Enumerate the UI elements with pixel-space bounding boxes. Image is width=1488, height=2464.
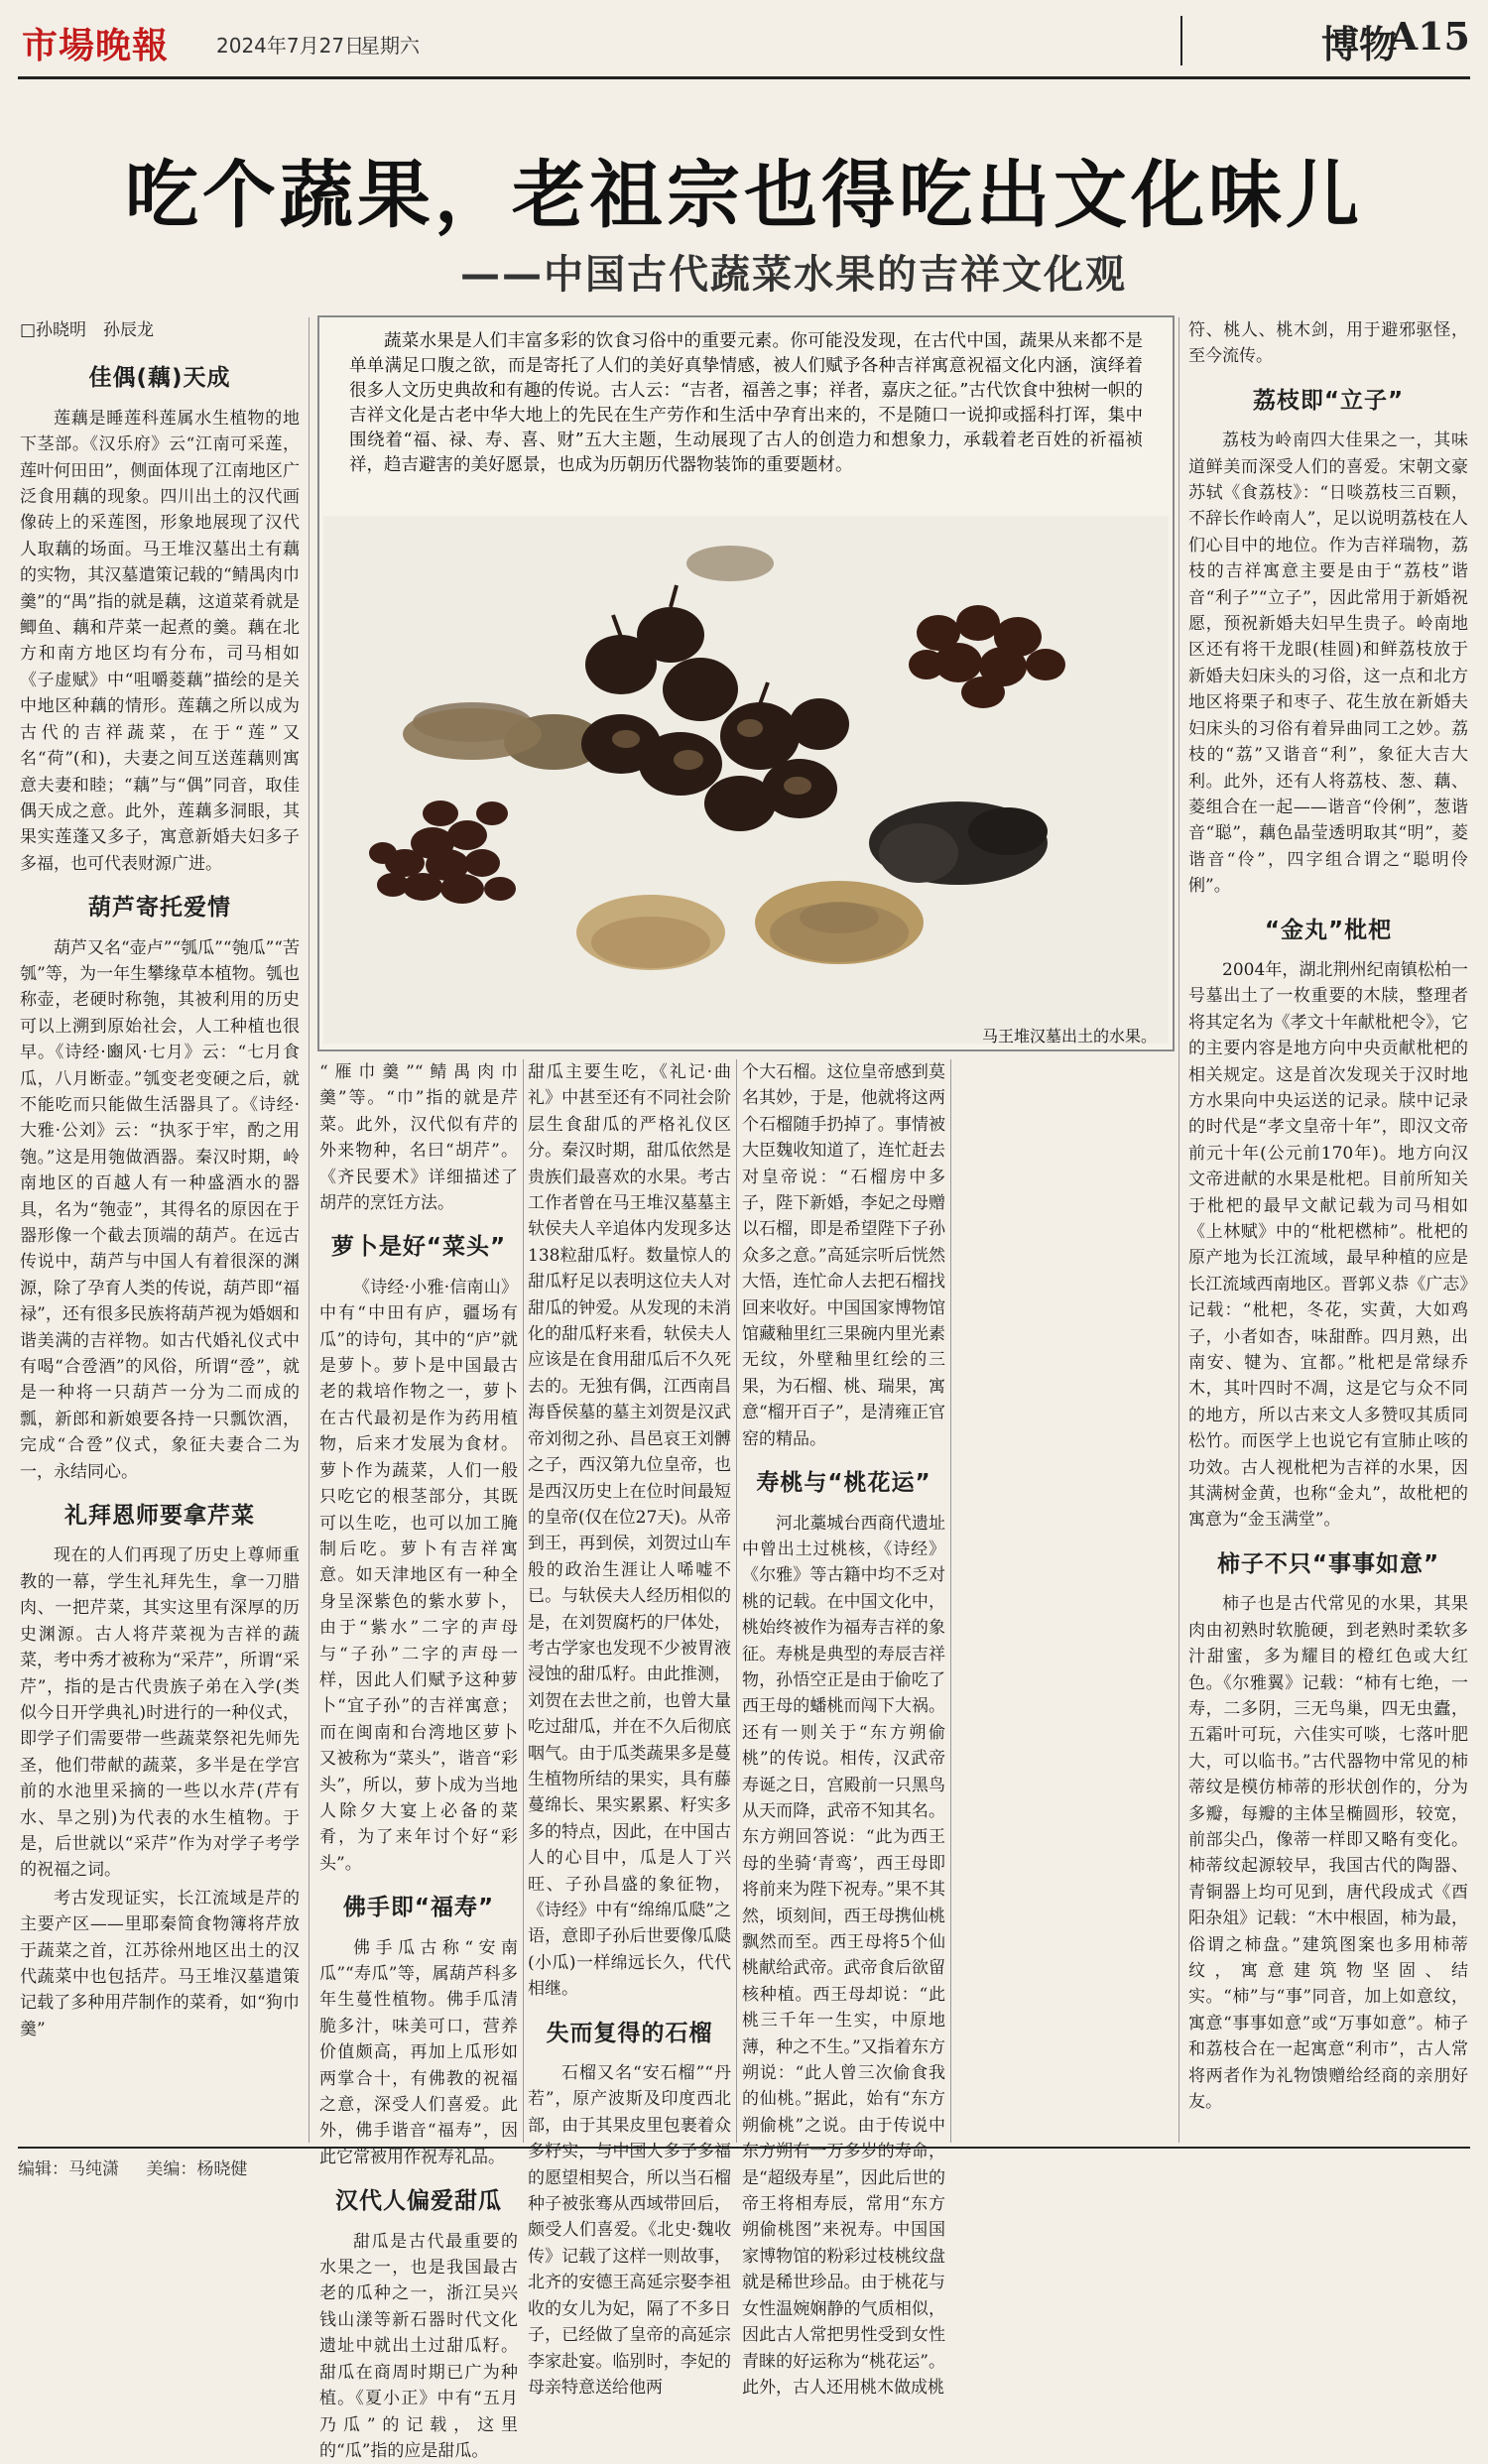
- section-text-lotus: 莲藕是睡莲科莲属水生植物的地下茎部。《汉乐府》云“江南可采莲，莲叶何田田”，侧面体现了江南地区广泛食用藕的现象。四川出土的汉代画像砖上的采莲图，形象地展现了汉代人取藕的场面。马王堆汉墓出土有藕的实物，其汉墓遣策记载的“鲭禺肉巾羹”的“禺”指的就是藕，这道菜肴就是鲫鱼、藕和芹菜一起煮的羹。藕在北方和南方地区均有分布，司马相如《子虚赋》中“咀嚼菱藕”描绘的是关中地区种藕的情形。莲藕之所以成为古代的吉祥蔬菜，在于“莲”又名“荷”(和)，夫妻之间互送莲藕则寓意夫妻和睦；“藕”与“偶”同音，取佳偶天成之意。此外，莲藕多洞眼，其果实莲蓬又多子，寓意新婚夫妇多子多福，也可代表财源广进。: [20, 408, 300, 874]
- section-title-melon: 汉代人偏爱甜瓜: [335, 2188, 502, 2215]
- issue-weekday: 星期六: [360, 34, 420, 58]
- editor-credit: 编辑：马纯潇: [18, 2159, 119, 2179]
- section-text-melon: 甜瓜是古代最重要的水果之一，也是我国最古老的瓜种之一，浙江吴兴钱山漾等新石器时代文化遗址中就出土过甜瓜籽。甜瓜在商周时期已广为种植。《夏小正》中有“五月乃瓜”的记载，这里的“瓜”指的应是甜瓜。: [319, 2231, 518, 2461]
- column-divider: [950, 1059, 951, 2143]
- column-divider: [736, 1059, 737, 2143]
- celery-continued-text: “雁巾羹”“鲭禺肉巾羹”等。“巾”指的就是芹菜。此外，汉代似有芹的外来物种，名曰“胡芹”。《齐民要术》详细描述了胡芹的烹饪方法。: [319, 1062, 518, 1214]
- column-divider: [309, 317, 310, 2143]
- section-text-celery-2: 考古发现证实，长江流域是芹的主要产区——里耶秦简食物簿将芹放于蔬菜之首，江苏徐州地区出土的汉代蔬菜中也包括芹。马王堆汉墓遣策记载了多种用芹制作的菜肴，如“狗巾羹”: [20, 1888, 300, 2039]
- section-text-lychee: 荔枝为岭南四大佳果之一，其味道鲜美而深受人们的喜爱。宋朝文豪苏轼《食荔枝》：“日啖荔枝三百颗，不辞长作岭南人”，足以说明荔枝在人们心目中的地位。作为吉祥瑞物，荔枝的吉祥寓意主要是由于“荔枝”谐音“利子”“立子”，因此常用于新婚祝愿，预祝新婚夫妇早生贵子。岭南地区还有将干龙眼(桂圆)和鲜荔枝放于新婚夫妇床头的习俗，这一点和北方地区将栗子和枣子、花生放在新婚夫妇床头的习俗有着异曲同工之妙。荔枝的“荔”又谐音“利”，象征大吉大利。此外，还有人将荔枝、葱、藕、菱组合在一起——谐音“伶俐”，葱谐音“聪”，藕色晶莹透明取其“明”，菱谐音“伶”，四字组合谓之“聪明伶俐”。: [1188, 431, 1468, 897]
- pomegranate-continued-text: 个大石榴。这位皇帝感到莫名其妙，于是，他就将这两个石榴随手扔掉了。事情被大臣魏收知道了，连忙赶去对皇帝说：“石榴房中多子，陛下新婚，李妃之母赠以石榴，即是希望陛下子孙众多之意。”高延宗听后恍然大悟，连忙命人去把石榴找回来收好。中国国家博物馆馆藏釉里红三果碗内里光素无纹，外壁釉里红绘的三果，为石榴、桃、瑞果，寓意“榴开百子”，是清雍正官窑的精品。: [742, 1062, 945, 1449]
- article-subheadline: ——中国古代蔬菜水果的吉祥文化观: [460, 252, 1127, 298]
- excavated-fruits-photo: [323, 516, 1169, 1044]
- masthead: [18, 10, 1470, 79]
- column-2: [319, 1059, 518, 2461]
- section-title-citron: 佛手即“福寿”: [342, 1895, 495, 1921]
- page-number: A15: [1388, 14, 1470, 59]
- peach-continued-text: 符、桃人、桃木剑，用于避邪驱怪，至今流传。: [1188, 320, 1468, 367]
- issue-date: 2024年7月27日: [216, 34, 365, 58]
- photo-caption: 马王堆汉墓出土的水果。: [981, 1027, 1157, 1046]
- column-4: [742, 1059, 945, 2398]
- section-name: 博物: [1320, 22, 1397, 66]
- byline: □孙晓明 孙辰龙: [20, 320, 155, 340]
- section-text-pomegranate: 石榴又名“安石榴”“丹若”，原产波斯及印度西北部，由于其果皮里包裹着众多籽实，与中国人多子多福的愿望相契合，所以当石榴种子被张骞从西域带回后，颇受人们喜爱。《北史·魏收传》记载了这样一则故事，北齐的安德王高延宗娶李祖收的女儿为妃，隔了不多日子，已经做了皇帝的高延宗李家赴宴。临别时，李妃的母亲特意送给他两: [528, 2063, 731, 2398]
- section-title-lychee: 荔枝即“立子”: [1252, 387, 1405, 414]
- column-1: [20, 317, 300, 2143]
- section-title-persimmon: 柿子不只“事事如意”: [1216, 1550, 1440, 1577]
- intro-text: 蔬菜水果是人们丰富多彩的饮食习俗中的重要元素。你可能没发现，在古代中国，蔬果从来都不是单单满足口腹之欲，而是寄托了人们的美好真挚情感，被人们赋予各种吉祥寓意祝福文化内涵，演绎着很多人文历史典故和有趣的传说。古人云：“吉者，福善之事；祥者，嘉庆之征。”古代饮食中独树一帜的吉祥文化是古老中华大地上的先民在生产劳作和生活中孕育出来的，不是随口一说抑或摇科打诨，集中围绕着“福、禄、寿、喜、财”五大主题，生动展现了古人的创造力和想象力，承载着老百姓的祈福祯祥，趋吉避害的美好愿景，也成为历朝历代器物装饰的重要题材。: [349, 331, 1143, 475]
- section-text-persimmon: 柿子也是古代常见的水果，其果肉由初熟时软脆硬，到老熟时柔软多汁甜蜜，多为耀目的橙红色或大红色。《尔雅翼》记载：“柿有七绝，一寿，二多阴，三无鸟巢，四无虫蠹，五霜叶可玩，六佳实可啖，七落叶肥大，可以临书。”古代器物中常见的柿蒂纹是模仿柿蒂的形状创作的，分为多瓣，每瓣的主体呈椭圆形，较宽，前部尖凸，像蒂一样即又略有变化。柿蒂纹起源较早，我国古代的陶器、青铜器上均可见到，唐代段成式《酉阳杂俎》记载：“木中根固，柿为最，俗谓之柿盘。”建筑图案也多用柿蒂纹，寓意建筑物坚固、结实。“柿”与“事”同音，加上如意纹，寓意“事事如意”或“万事如意”。柿子和荔枝合在一起寓意“利市”，古人常将两者作为礼物馈赠给经商的亲朋好友。: [1188, 1594, 1468, 2112]
- section-title-pomegranate: 失而复得的石榴: [546, 2020, 713, 2046]
- page-footer: [18, 2147, 1470, 2179]
- section-title-radish: 萝卜是好“菜头”: [330, 1234, 507, 1261]
- intro-feature-box: [317, 315, 1175, 1051]
- section-text-citron: 佛手瓜古称“安南瓜”“寿瓜”等，属葫芦科多年生蔓性植物。佛手瓜清脆多汁，味美可口，营养价值颇高，再加上瓜形如两掌合十，有佛教的祝福之意，深受人们喜爱。此外，佛手谐音“福寿”，因此它常被用作祝寿礼品。: [319, 1937, 518, 2167]
- column-3: [528, 1059, 731, 2398]
- column-divider: [523, 1059, 524, 2143]
- section-text-loquat: 2004年，湖北荆州纪南镇松柏一号墓出土了一枚重要的木牍，整理者将其定名为《孝文十年献枇杷令》，它的主要内容是地方向中央贡献枇杷的相关规定。这是首次发现关于汉时地方水果向中央运送的记录。牍中记录的时代是“孝文皇帝十年”，即汉文帝前元十年(公元前170年)。地方向汉文帝进献的水果是枇杷。目前所知关于枇杷的最早文献记载为司马相如《上林赋》中的“枇杷橪柿”。枇杷的原产地为长江流域，最早种植的应是长江流域西南地区。晋郭义恭《广志》记载：“枇杷，冬花，实黄，大如鸡子，小者如杏，味甜酢。四月熟，出南安、犍为、宜都。”枇杷是常绿乔木，其叶四时不凋，这是它与众不同的地方，所以古来文人多赞叹其质同松竹。而医学上也说它有宣肺止咳的功效。古人视枇杷为吉祥的水果，因其满树金黄，也称“金丸”，故枇杷的寓意为“金玉满堂”。: [1188, 959, 1468, 1531]
- column-divider: [1178, 317, 1179, 2143]
- melon-continued-text: 甜瓜主要生吃，《礼记·曲礼》中甚至还有不同社会阶层生食甜瓜的严格礼仪区分。秦汉时期，甜瓜依然是贵族们最喜欢的水果。考古工作者曾在马王堆汉墓墓主轪侯夫人辛追体内发现多达138粒甜瓜籽。数量惊人的甜瓜籽足以表明这位夫人对甜瓜的钟爱。从发现的未消化的甜瓜籽来看，轪侯夫人应该是在食用甜瓜后不久死去的。无独有偶，江西南昌海昏侯墓的墓主刘贺是汉武帝刘彻之孙、昌邑哀王刘髆之子，西汉第九位皇帝，也是西汉历史上在位时间最短的皇帝(仅在位27天)。从帝到王，再到侯，刘贺过山车般的政治生涯让人唏嘘不已。与轪侯夫人经历相似的是，在刘贺腐朽的尸体处，考古学家也发现不少被胃液浸蚀的甜瓜籽。由此推测，刘贺在去世之前，也曾大量吃过甜瓜，并在不久后彻底咽气。由于瓜类蔬果多是蔓生植物所结的果实，具有藤蔓绵长、果实累累、籽实多多的特点，因此，在中国古人的心目中，瓜是人丁兴旺、子孙昌盛的象征物，《诗经》中有“绵绵瓜瓞”之语，意即子孙后世要像瓜瓞(小瓜)一样绵远长久，代代相继。: [528, 1062, 731, 2000]
- masthead-divider: [1180, 16, 1182, 65]
- section-title-lotus: 佳偶(藕)天成: [88, 365, 231, 392]
- designer-credit: 美编：杨晓健: [146, 2159, 248, 2179]
- section-text-celery-1: 现在的人们再现了历史上尊师重教的一幕，学生礼拜先生，拿一刀腊肉、一把芹菜，其实这里有深厚的历史渊源。古人将芹菜视为吉祥的蔬菜，考中秀才被称为“采芹”，所谓“采芹”，指的是古代贵族子弟在入学(类似今日开学典礼)时进行的一种仪式，即学子们需要带一些蔬菜祭祀先师先圣，他们带献的蔬菜，多半是在学宫前的水池里采摘的一些以水芹(芹有水、旱之别)为代表的水生植物。于是，后世就以“采芹”作为对学子考学的祝福之词。: [20, 1545, 300, 1881]
- article-headline: 吃个蔬果，老祖宗也得吃出文化味儿: [125, 153, 1363, 238]
- column-6: [1188, 317, 1468, 2143]
- section-text-radish: 《诗经·小雅·信南山》中有“中田有庐，疆场有瓜”的诗句，其中的“庐”就是萝卜。萝卜是中国最古老的栽培作物之一，萝卜在古代最初是作为药用植物，后来才发展为食材。萝卜作为蔬菜，人们一般只吃它的根茎部分，其既可以生吃，也可以加工腌制后吃。萝卜有吉祥寓意。如天津地区有一种全身呈深紫色的紫水萝卜，由于“紫水”二字的声母与“子孙”二字的声母一样，因此人们赋予这种萝卜“宜子孙”的吉祥寓意；而在闽南和台湾地区萝卜又被称为“菜头”，谐音“彩头”，所以，萝卜成为当地人除夕大宴上必备的菜肴，为了来年讨个好“彩头”。: [319, 1277, 518, 1874]
- section-text-gourd: 葫芦又名“壶卢”“瓠瓜”“匏瓜”“苦瓠”等，为一年生攀缘草本植物。瓠也称壶，老硬时称匏，其被利用的历史可以上溯到原始社会，人工种植也很早。《诗经·豳风·七月》云：“七月食瓜，八月断壶。”瓠变老变硬之后，就不能吃而只能做生活器具了。《诗经·大雅·公刘》云：“执豕于牢，酌之用匏。”这是用匏做酒器。秦汉时期，岭南地区的百越人有一种盛酒水的器具，名为“匏壶”，其得名的原因在于器形像一个截去顶端的葫芦。在远古传说中，葫芦与中国人有着很深的渊源，除了孕育人类的传说，葫芦即“福禄”，还有很多民族将葫芦视为婚姻和谐美满的吉祥物。如古代婚礼仪式中有喝“合卺酒”的风俗，所谓“卺”，就是一种将一只葫芦一分为二而成的瓢，新郎和新娘要各持一只瓢饮酒，完成“合卺”仪式，象征夫妻合二为一，永结同心。: [20, 937, 300, 1482]
- section-title-gourd: 葫芦寄托爱情: [88, 895, 231, 922]
- section-title-peach: 寿桃与“桃花运”: [756, 1470, 931, 1497]
- paper-logo: 市場晚報: [22, 25, 170, 66]
- section-title-celery: 礼拜恩师要拿芹菜: [64, 1503, 255, 1530]
- section-text-peach: 河北藁城台西商代遗址中曾出土过桃核，《诗经》《尔雅》等古籍中均不乏对桃的记载。在中国文化中，桃始终被作为福寿吉祥的象征。寿桃是典型的寿辰吉祥物，孙悟空正是由于偷吃了西王母的蟠桃而闯下大祸。还有一则关于“东方朔偷桃”的传说。相传，汉武帝寿诞之日，宫殿前一只黑鸟从天而降，武帝不知其名。东方朔回答说：“此为西王母的坐骑‘青鸾’，西王母即将前来为陛下祝寿。”果不其然，顷刻间，西王母携仙桃飘然而至。西王母将5个仙桃献给武帝。武帝食后欲留核种植。西王母却说：“此桃三千年一生实，中原地薄，种之不生。”又指着东方朔说：“此人曾三次偷食我的仙桃。”据此，始有“东方朔偷桃”之说。由于传说中东方朔有一万多岁的寿命，是“超级寿星”，因此后世的帝王将相寿辰，常用“东方朔偷桃图”来祝寿。中国国家博物馆的粉彩过枝桃纹盘就是稀世珍品。由于桃花与女性温婉娴静的气质相似，因此古人常把男性受到女性青睐的好运称为“桃花运”。此外，古人还用桃木做成桃: [742, 1513, 945, 2398]
- column-5: [956, 1059, 1170, 2143]
- section-title-loquat: “金丸”枇杷: [1264, 917, 1393, 943]
